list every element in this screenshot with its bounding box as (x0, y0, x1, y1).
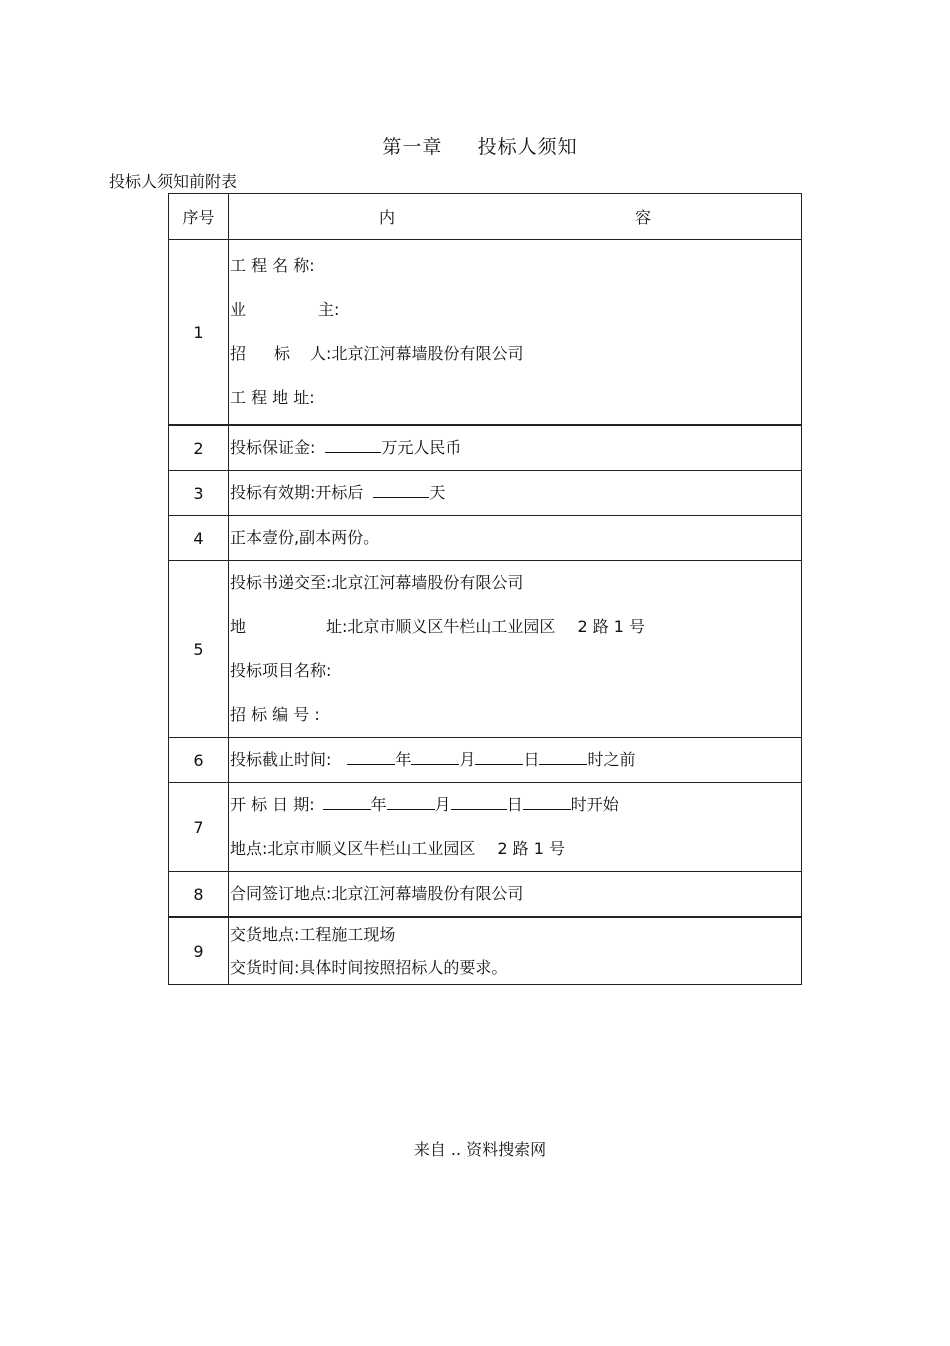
row-no: 2 (169, 425, 229, 471)
opening-place-line: 地点:北京市顺义区牛栏山工业园区 2 路 1 号 (230, 839, 566, 858)
chapter-title: 第一章 投标人须知 (382, 136, 578, 158)
table-row (169, 872, 802, 918)
blank-field (387, 795, 435, 810)
row-content: 投标有效期:开标后 天 (229, 471, 802, 516)
row-content: 合同签订地点:北京江河幕墙股份有限公司 (229, 872, 802, 918)
row-no: 4 (169, 516, 229, 561)
row-no: 8 (169, 872, 229, 918)
header-no: 序号 (169, 194, 229, 240)
table-row (169, 561, 802, 738)
submit-to-line: 投标书递交至:北京江河幕墙股份有限公司 (230, 573, 524, 592)
table-row (169, 917, 802, 985)
table-caption: 投标人须知前附表 (109, 172, 238, 191)
row-content: 正本壹份,副本两份。 (229, 516, 802, 561)
blank-field (451, 795, 507, 810)
table-row (169, 425, 802, 471)
table-header-row (169, 194, 802, 240)
row-content (229, 561, 802, 738)
address-line: 地 址:北京市顺义区牛栏山工业园区 2 路 1 号 (230, 617, 646, 636)
header-content-left: 内 (378, 208, 395, 227)
footer-source: 来自 .. 资料搜索网 (413, 1140, 547, 1159)
blank-field (475, 750, 523, 765)
tender-number-line: 招 标 编 号 : (230, 705, 320, 724)
row-no: 5 (169, 561, 229, 738)
row-no: 1 (169, 240, 229, 426)
table-row (169, 240, 802, 426)
header-content (229, 194, 802, 240)
blank-field (325, 438, 381, 453)
blank-field (523, 795, 571, 810)
delivery-place-line: 交货地点:工程施工现场 (230, 925, 396, 944)
opening-date-line: 开 标 日 期: 年 月 日 时开始 (230, 795, 619, 814)
delivery-time-line: 交货时间:具体时间按照招标人的要求。 (230, 958, 508, 977)
header-content-right: 容 (635, 208, 652, 227)
row-content (229, 240, 802, 426)
project-name-line: 工 程 名 称: (230, 256, 315, 275)
blank-field (411, 750, 459, 765)
table-row (169, 783, 802, 872)
row-no: 9 (169, 917, 229, 985)
blank-field (539, 750, 587, 765)
blank-field (323, 795, 371, 810)
blank-field (347, 750, 395, 765)
bid-project-name-line: 投标项目名称: (230, 661, 332, 680)
bidder-notice-table (168, 193, 802, 985)
row-content (229, 917, 802, 985)
row-content (229, 783, 802, 872)
owner-line: 业 主: (230, 300, 340, 319)
table-row (169, 738, 802, 783)
project-address-line: 工 程 地 址: (230, 388, 315, 407)
row-no: 6 (169, 738, 229, 783)
row-no: 7 (169, 783, 229, 872)
row-content: 投标保证金: 万元人民币 (229, 425, 802, 471)
table-row (169, 516, 802, 561)
row-no: 3 (169, 471, 229, 516)
blank-field (373, 483, 429, 498)
tenderer-line: 招 标 人:北京江河幕墙股份有限公司 (230, 344, 524, 363)
row-content: 投标截止时间: 年 月 日 时之前 (229, 738, 802, 783)
table-row (169, 471, 802, 516)
